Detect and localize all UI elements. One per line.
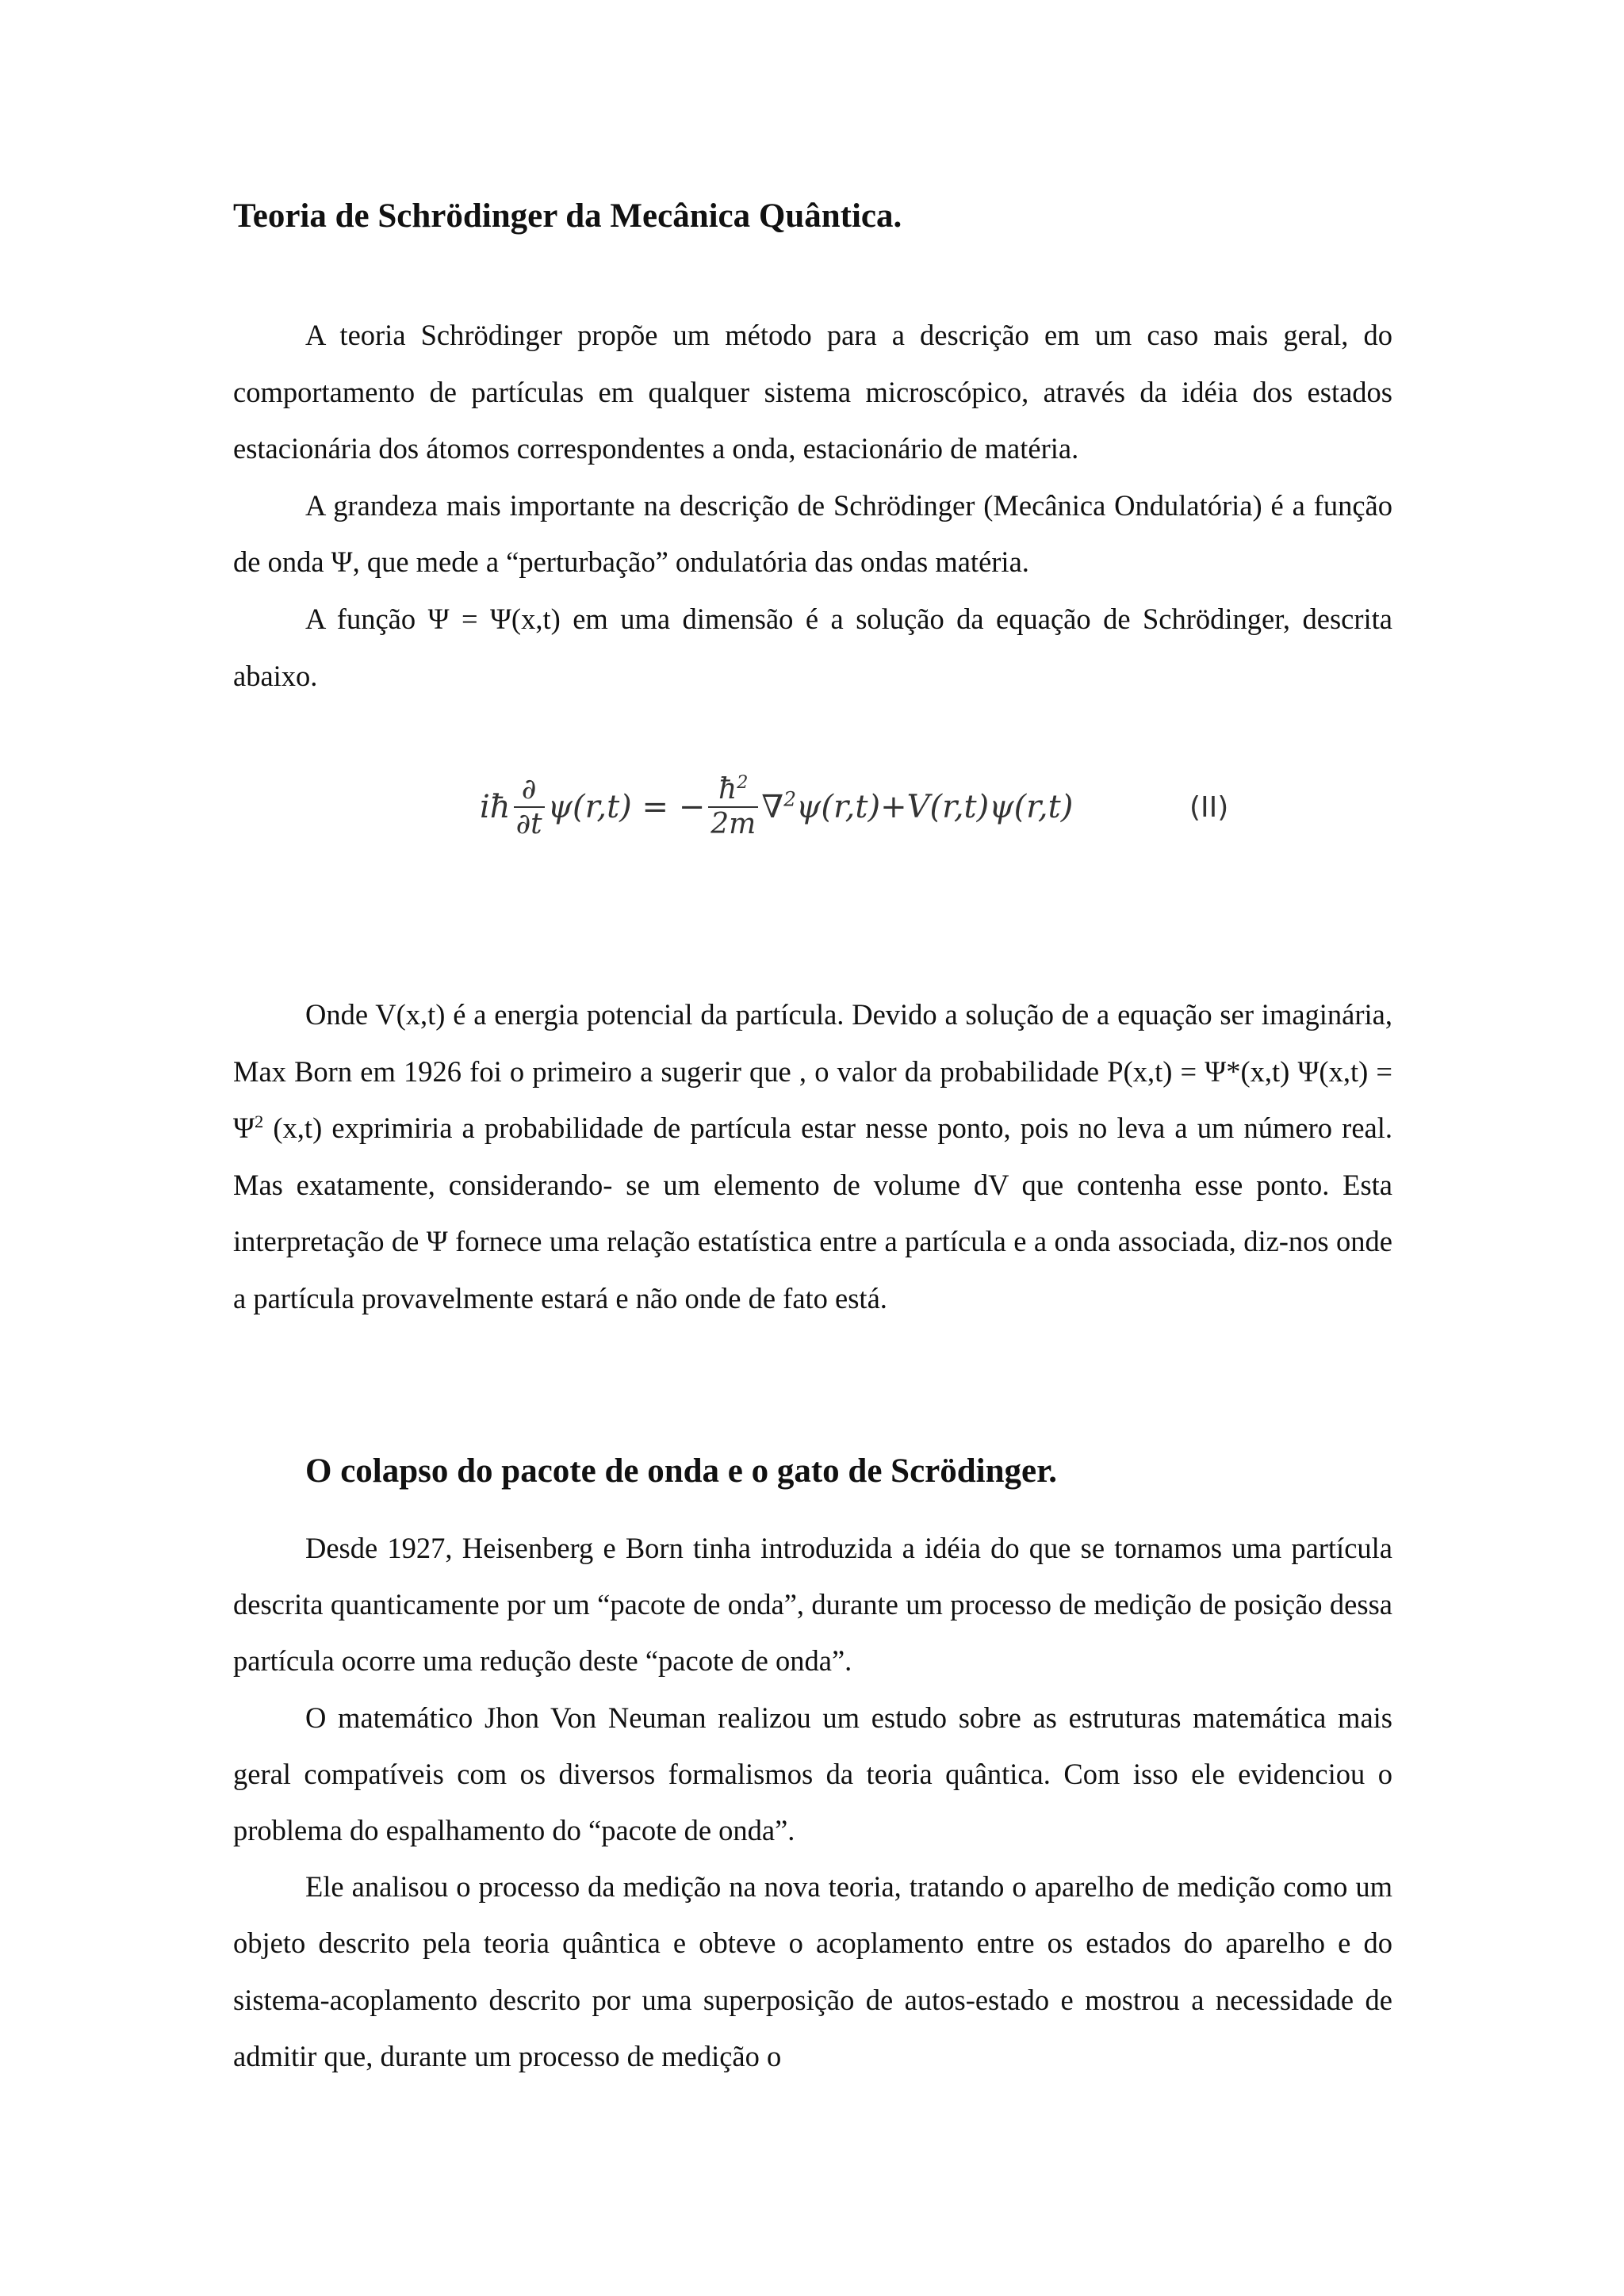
eq-ihbar: iħ xyxy=(480,789,511,825)
eq-partial-den: ∂t xyxy=(515,808,542,840)
eq-hbar-exp: 2 xyxy=(737,772,749,793)
eq-psi-lhs: ψ(r,t) = − xyxy=(547,789,706,825)
eq-partial-derivative xyxy=(514,773,545,841)
paragraph-heisenberg-born: Desde 1927, Heisenberg e Born tinha introduzida a idéia do que se tornamos uma partícula descrita quanticamente por um “pacote de onda”, durante um processo de medição de posição dessa partícula ocorre uma redução deste “pacote de onda”. xyxy=(233,1532,1392,1678)
eq-hbar-over-2m xyxy=(708,773,758,841)
eq-nabla-exp: 2 xyxy=(783,787,796,811)
equation-row xyxy=(480,773,1073,841)
section-1-body xyxy=(233,307,1392,704)
eq-rhs: ψ(r,t)+V(r,t)ψ(r,t) xyxy=(795,789,1074,825)
section-title-wave-packet-collapse: O colapso do pacote de onda e o gato de Scrödinger. xyxy=(305,1452,1058,1490)
paragraph-function-solution: A função Ψ = Ψ(x,t) em uma dimensão é a solução da equação de Schrödinger, descrita abaixo. xyxy=(233,602,1392,692)
paragraph-von-neuman: O matemático Jhon Von Neuman realizou um estudo sobre as estruturas matemática mais geral compatíveis com os diversos formalismos da teoria quântica. Com isso ele evidenciou o problema do espalhamento do “pacote de onda”. xyxy=(233,1701,1392,1847)
paragraph-measurement-process: Ele analisou o processo da medição na nova teoria, tratando o aparelho de medição como um objeto descrito pela teoria quântica e obteve o acoplamento entre os estados do aparelho e do sistema-acoplamento descrito por uma superposição de autos-estado e mostrou a necessidade de admitir que, durante um processo de medição o xyxy=(233,1870,1392,2072)
eq-nabla: ∇ xyxy=(761,789,784,825)
paragraph-wave-function: A grandeza mais importante na descrição de Schrödinger (Mecânica Ondulatória) é a função de onda Ψ, que mede a “perturbação” ondulatória das ondas matéria. xyxy=(233,488,1392,579)
eq-laplacian xyxy=(761,789,796,825)
section-title-schrodinger-theory: Teoria de Schrödinger da Mecânica Quântica. xyxy=(233,197,902,235)
section-2-body xyxy=(233,1520,1392,2084)
paragraph-intro: A teoria Schrödinger propõe um método para a descrição em um caso mais geral, do comportamento de partículas em qualquer sistema microscópico, através da idéia dos estados estacionária dos átomos correspondentes a onda, estacionário de matéria. xyxy=(233,319,1392,465)
paragraph-born-interpretation xyxy=(233,986,1392,1327)
eq-partial-num: ∂ xyxy=(521,773,537,806)
eq-2m: 2m xyxy=(710,808,756,840)
psi-squared-exp: 2 xyxy=(254,1112,264,1132)
eq-hbar-squared xyxy=(716,773,750,806)
born-text-a: Onde V(x,t) é a energia potencial da partícula. Devido a solução de a equação ser imaginária, Max Born em 1926 foi o primeiro a sugerir que , o valor da probabilidade P(x,t) = Ψ*(x,t) Ψ(x,t) = Ψ xyxy=(233,998,1392,1145)
section-1-continued xyxy=(233,986,1392,1327)
equation-number: (II) xyxy=(1189,791,1229,824)
born-text-b: (x,t) exprimiria a probabilidade de partícula estar nesse ponto, pois no leva a um número real. Mas exatamente, considerando- se um elemento de volume dV que contenha esse ponto. Esta interpretação de Ψ fornece uma relação estatística entre a partícula e a onda associada, diz-nos onde a partícula provavelmente estará e não onde de fato está. xyxy=(233,1112,1392,1314)
eq-hbar: ħ xyxy=(718,773,737,806)
schrodinger-equation xyxy=(480,737,1273,856)
